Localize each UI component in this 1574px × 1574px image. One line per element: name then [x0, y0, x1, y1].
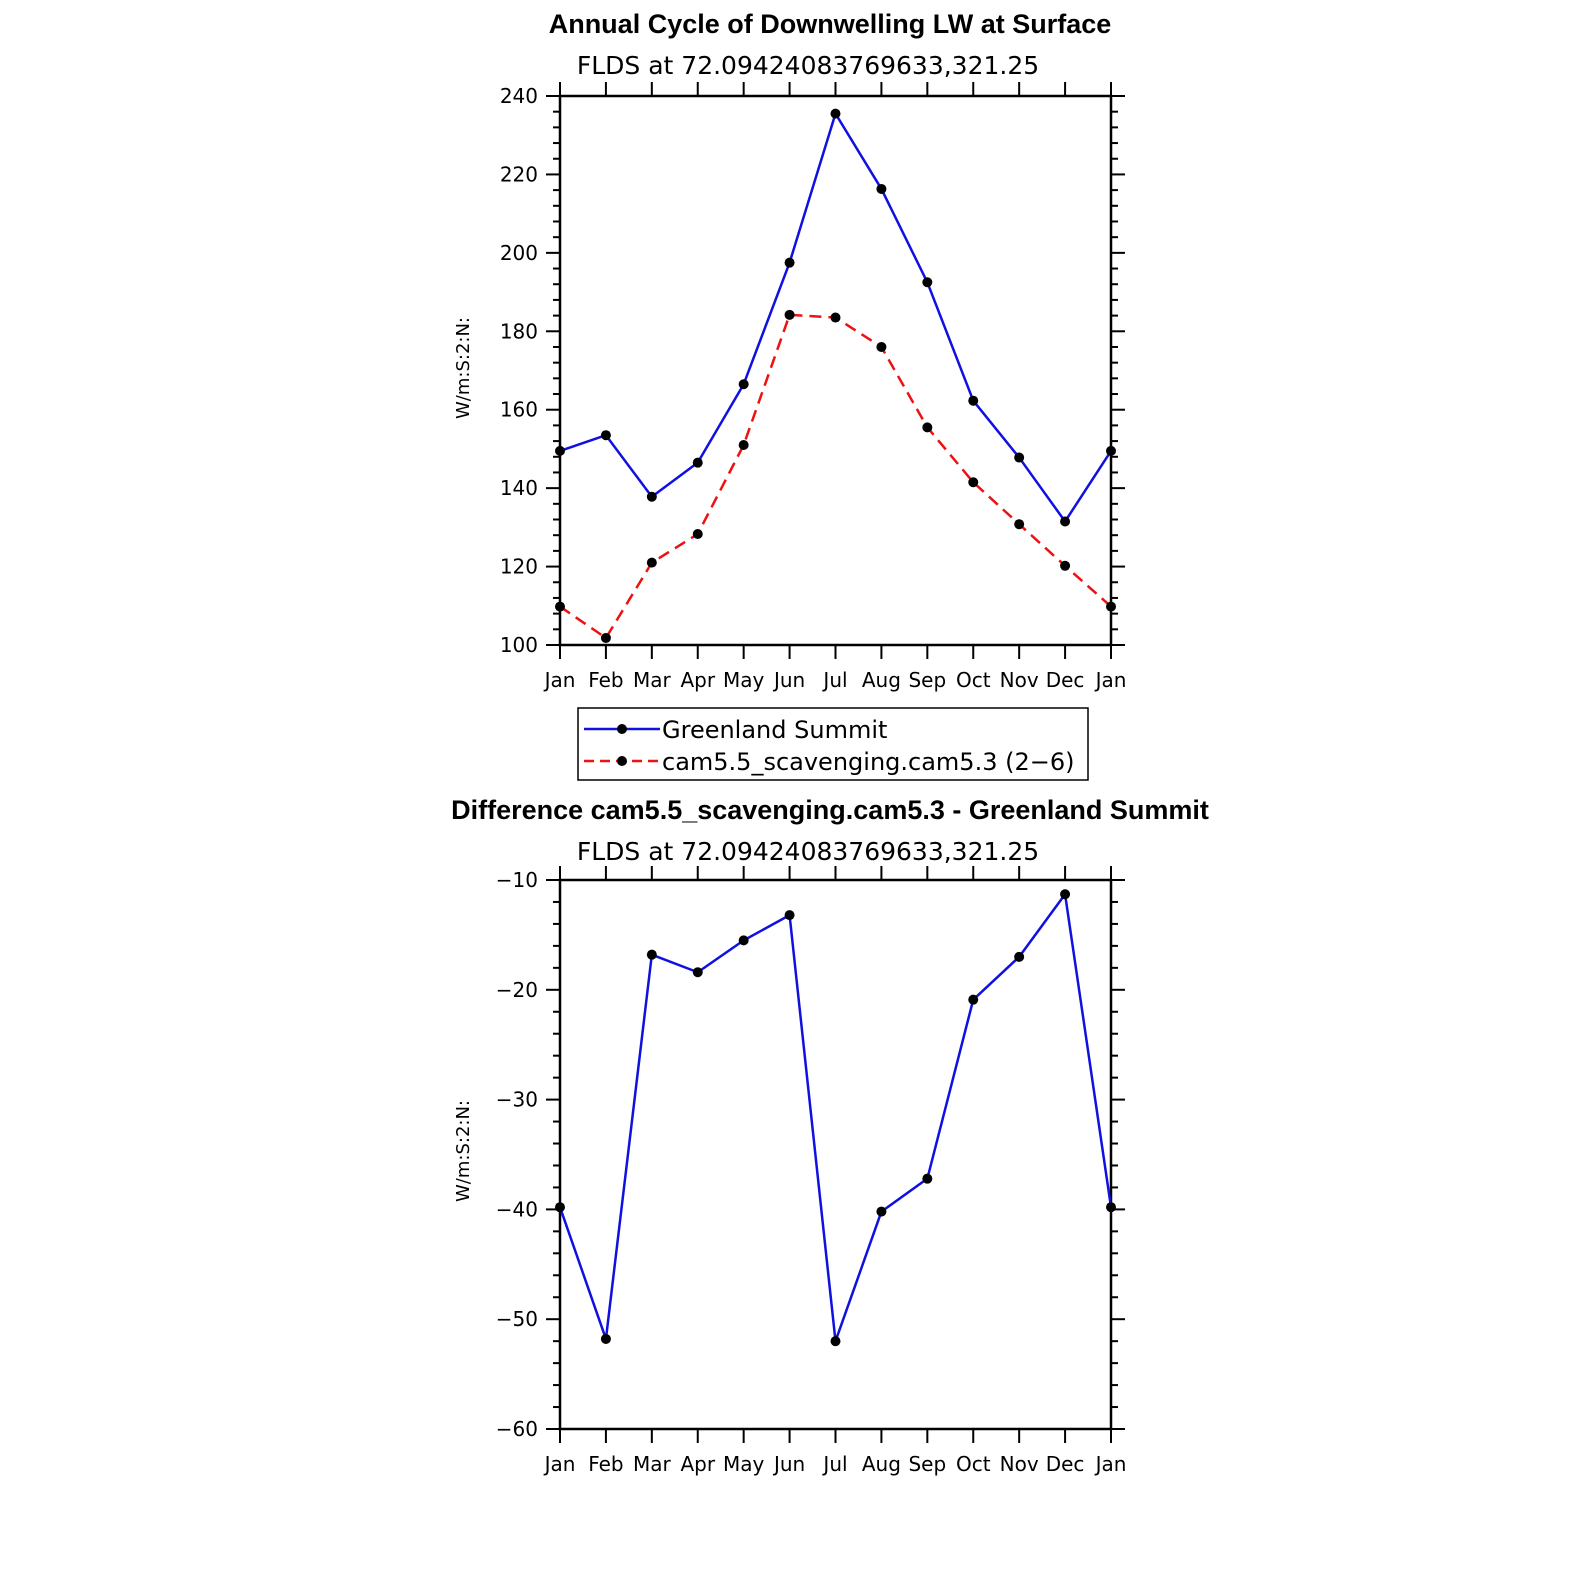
- x-tick-label: May: [722, 668, 765, 692]
- x-tick-label: Oct: [955, 668, 991, 692]
- data-point: [1014, 453, 1024, 463]
- axes-frame: [546, 82, 1125, 659]
- chart-title: Annual Cycle of Downwelling LW at Surface: [548, 9, 1112, 39]
- y-axis-label: W/m:S:2:N:: [453, 317, 474, 419]
- data-point: [785, 258, 795, 268]
- data-point: [647, 950, 657, 960]
- y-tick-label: 140: [499, 476, 538, 501]
- plot-series: [555, 889, 1116, 1346]
- chart-panel-difference: [451, 795, 1209, 1476]
- x-tick-label: Feb: [588, 1452, 624, 1476]
- data-point: [1106, 1202, 1116, 1212]
- data-point: [555, 602, 565, 612]
- data-point: [693, 529, 703, 539]
- data-point: [968, 477, 978, 487]
- data-point: [831, 1336, 841, 1346]
- y-tick-label: 120: [499, 554, 538, 579]
- x-tick-label: Mar: [632, 1452, 671, 1476]
- data-point: [876, 342, 886, 352]
- data-point: [601, 633, 611, 643]
- data-point: [1106, 602, 1116, 612]
- x-tick-label: Aug: [861, 1452, 901, 1476]
- data-point: [1014, 519, 1024, 529]
- y-tick-label: −20: [495, 977, 538, 1002]
- legend-marker-greenland-summit: [617, 724, 627, 734]
- series-line-1: [560, 315, 1111, 638]
- legend-label-greenland-summit: Greenland Summit: [662, 716, 888, 744]
- y-tick-label: 240: [499, 84, 538, 108]
- data-point: [1060, 889, 1070, 899]
- plot-frame: [560, 880, 1111, 1429]
- y-tick-label: 160: [499, 397, 538, 422]
- chart-subtitle: FLDS at 72.09424083769633,321.25: [576, 837, 1040, 866]
- axes-frame: [546, 866, 1125, 1443]
- y-tick-labels: [500, 84, 538, 657]
- data-point: [876, 1207, 886, 1217]
- x-tick-label: Feb: [588, 668, 624, 692]
- x-tick-label: Sep: [908, 668, 947, 692]
- y-tick-label: 200: [499, 240, 538, 265]
- data-point: [968, 396, 978, 406]
- chart-title: Difference cam5.5_scavenging.cam5.3 - Greenland Summit: [451, 795, 1209, 825]
- x-tick-label: Apr: [680, 1452, 716, 1476]
- data-point: [785, 310, 795, 320]
- data-point: [693, 967, 703, 977]
- data-point: [1014, 952, 1024, 962]
- x-tick-label: Jan: [1095, 668, 1127, 692]
- y-tick-label: −10: [495, 868, 538, 892]
- data-point: [555, 1202, 565, 1212]
- x-tick-label: Jun: [773, 668, 806, 692]
- y-tick-label: −50: [495, 1307, 538, 1332]
- y-tick-label: 220: [499, 162, 538, 187]
- x-tick-label: Sep: [908, 1452, 947, 1476]
- x-tick-label: Jul: [823, 1452, 848, 1476]
- x-tick-label: Jul: [823, 668, 848, 692]
- x-tick-labels: [543, 668, 1127, 692]
- y-tick-label: −40: [495, 1197, 538, 1222]
- x-tick-label: Oct: [955, 1452, 991, 1476]
- y-axis-label: W/m:S:2:N:: [453, 1100, 474, 1202]
- legend-label-cam5-5-scavenging: cam5.5_scavenging.cam5.3 (2−6): [662, 748, 1075, 776]
- data-point: [785, 910, 795, 920]
- series-line-0: [560, 894, 1111, 1341]
- data-point: [922, 277, 932, 287]
- data-point: [922, 422, 932, 432]
- data-point: [601, 430, 611, 440]
- x-tick-label: Jan: [544, 1452, 576, 1476]
- x-tick-label: Jan: [544, 668, 576, 692]
- data-point: [1106, 446, 1116, 456]
- y-tick-label: 100: [499, 633, 538, 657]
- x-tick-labels: [543, 1452, 1127, 1476]
- data-point: [601, 1334, 611, 1344]
- x-tick-label: Dec: [1045, 668, 1085, 692]
- x-tick-label: Dec: [1045, 1452, 1085, 1476]
- legend: [578, 708, 1088, 780]
- data-point: [739, 935, 749, 945]
- chart-panel-annual-cycle: [453, 9, 1126, 692]
- y-tick-label: −60: [495, 1417, 538, 1441]
- x-tick-label: Mar: [632, 668, 671, 692]
- data-point: [1060, 561, 1070, 571]
- data-point: [831, 313, 841, 323]
- data-point: [647, 492, 657, 502]
- x-tick-label: May: [722, 1452, 765, 1476]
- x-tick-label: Nov: [999, 668, 1039, 692]
- data-point: [647, 558, 657, 568]
- legend-marker-cam5-5-scavenging: [617, 756, 627, 766]
- x-tick-label: Apr: [680, 668, 716, 692]
- data-point: [922, 1174, 932, 1184]
- y-tick-labels: [496, 868, 538, 1441]
- data-point: [739, 379, 749, 389]
- y-tick-label: 180: [499, 319, 538, 344]
- data-point: [876, 184, 886, 194]
- data-point: [831, 109, 841, 119]
- x-tick-label: Jan: [1095, 1452, 1127, 1476]
- x-tick-label: Aug: [861, 668, 901, 692]
- data-point: [739, 440, 749, 450]
- data-point: [555, 446, 565, 456]
- y-tick-label: −30: [495, 1087, 538, 1112]
- data-point: [693, 458, 703, 468]
- plot-series: [555, 109, 1116, 643]
- plot-frame: [560, 96, 1111, 645]
- chart-subtitle: FLDS at 72.09424083769633,321.25: [576, 51, 1040, 80]
- data-point: [1060, 516, 1070, 526]
- x-tick-label: Nov: [999, 1452, 1039, 1476]
- x-tick-label: Jun: [773, 1452, 806, 1476]
- data-point: [968, 995, 978, 1005]
